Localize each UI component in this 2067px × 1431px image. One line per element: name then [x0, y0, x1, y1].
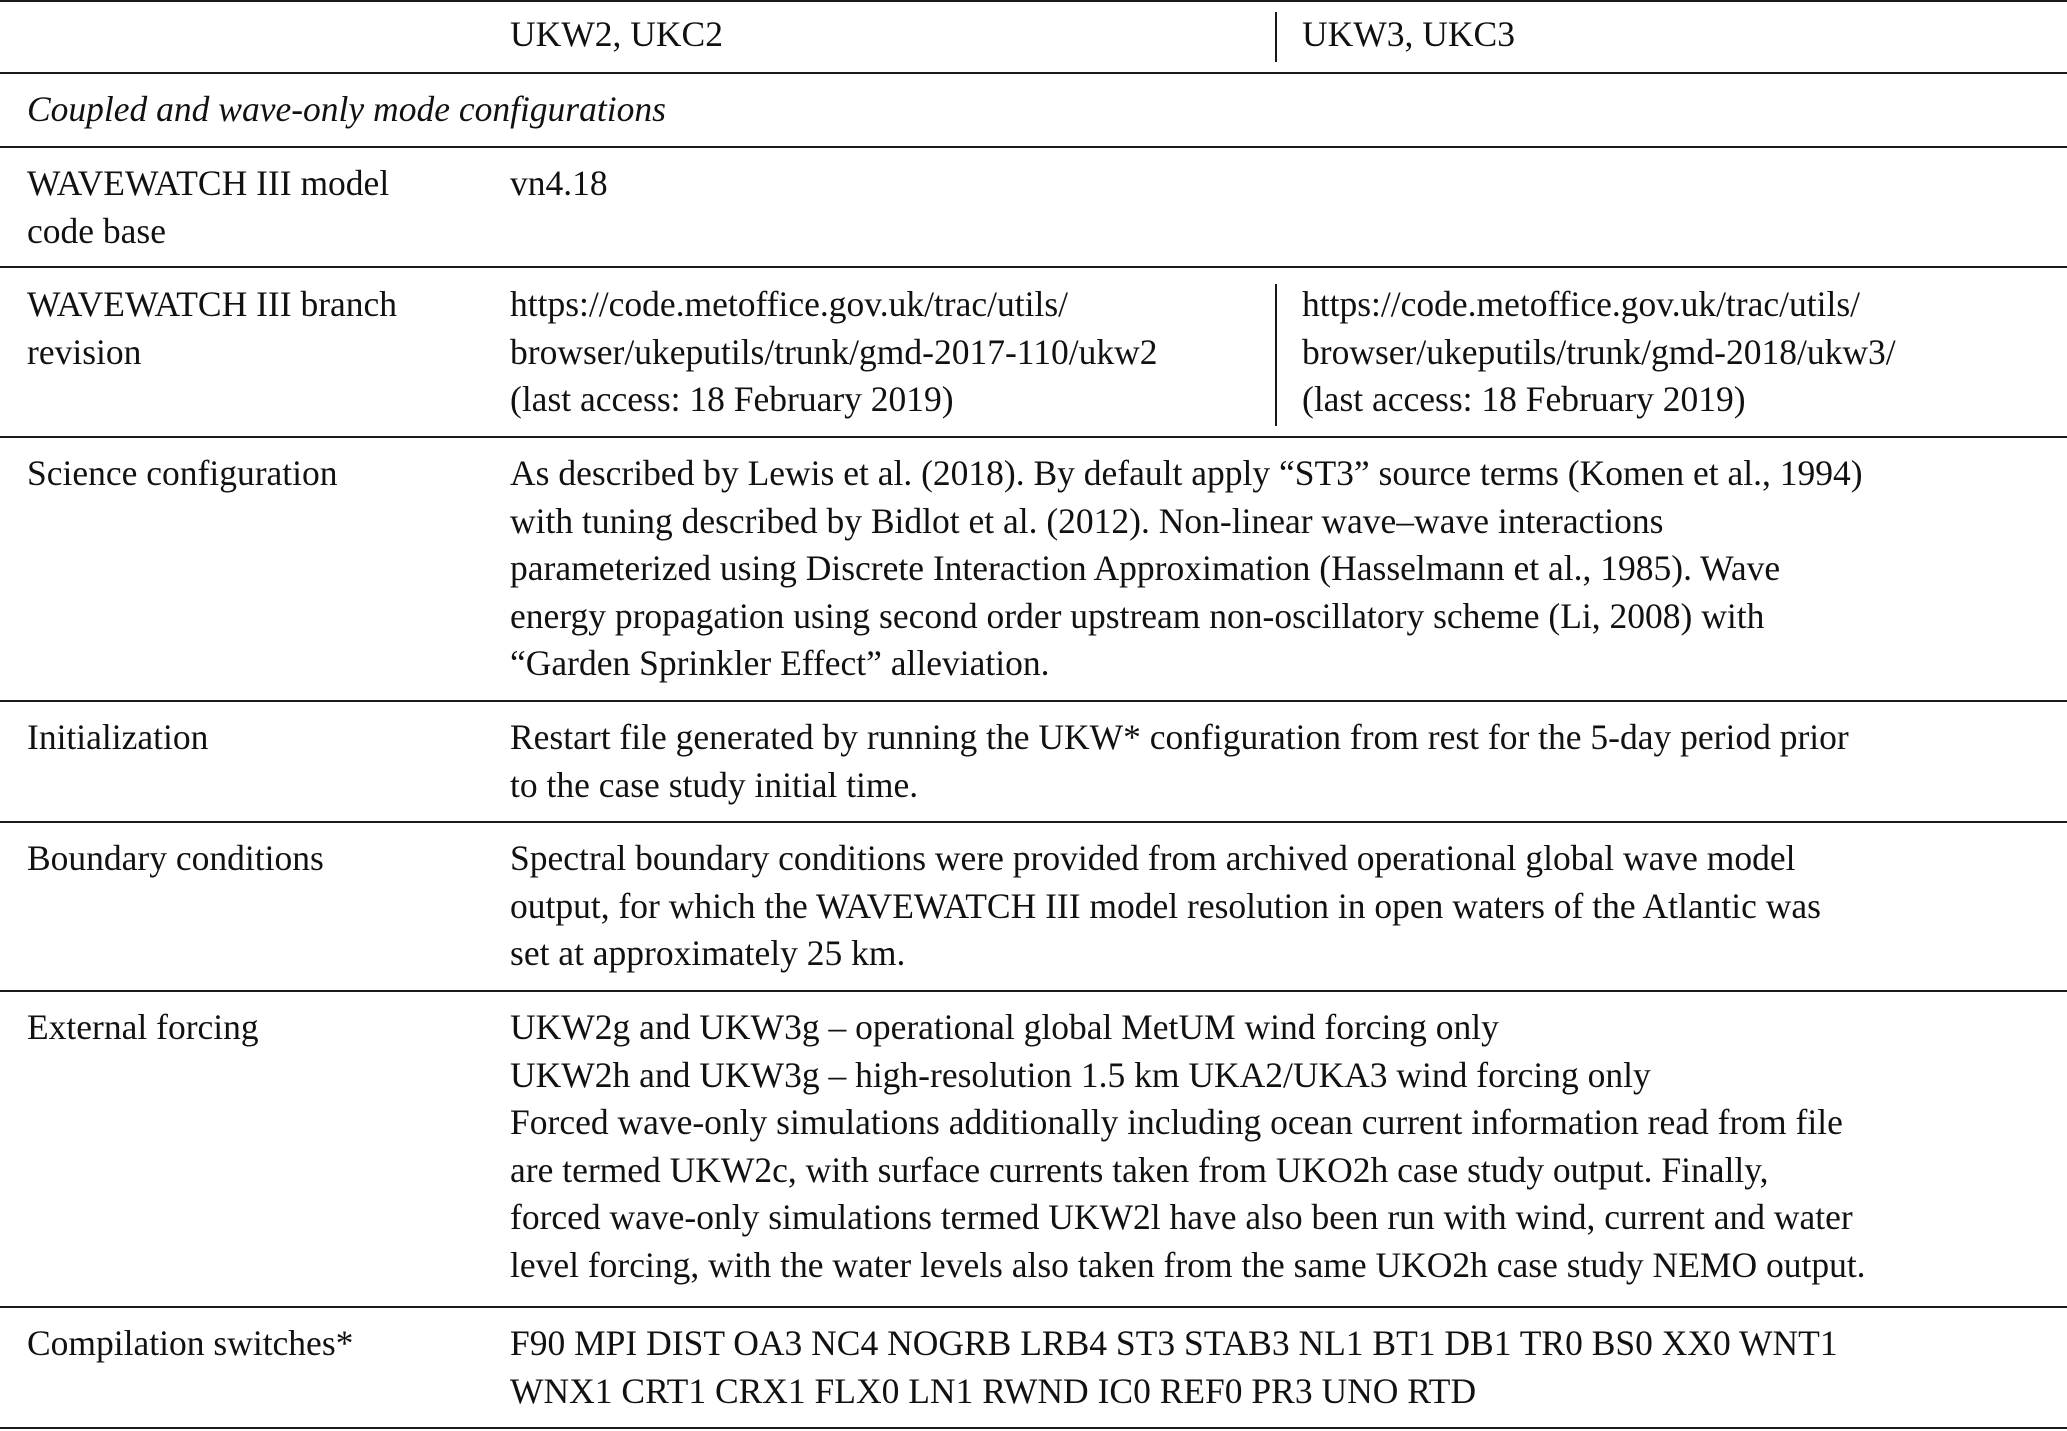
text-line: UKW2g and UKW3g – operational global MetUM wind forcing only — [510, 1007, 1499, 1047]
row-rule — [0, 700, 2067, 702]
text-line: to the case study initial time. — [510, 764, 919, 805]
text-line: set at approximately 25 km. — [510, 933, 906, 974]
row-label-compilation: Compilation switches* — [27, 1323, 354, 1363]
text-line: forced wave-only simulations termed UKW2l have also been run with wind, current and water — [510, 1197, 1853, 1238]
url-line: https://code.metoffice.gov.uk/trac/utils/ — [1302, 284, 1861, 324]
header-column-separator — [1275, 12, 1277, 62]
text-line: Restart file generated by running the UKW* configuration from rest for the 5-day period prior — [510, 717, 1849, 757]
text-line: UKW2h and UKW3g – high-resolution 1.5 km UKA2/UKA3 wind forcing only — [510, 1054, 1651, 1095]
row-value-compilation — [510, 1320, 1838, 1415]
text-line: Forced wave-only simulations additionally including ocean current information read from file — [510, 1102, 1843, 1143]
row-rule — [0, 266, 2067, 268]
text-line: parameterized using Discrete Interaction Approximation (Hasselmann et al., 1985). Wave — [510, 548, 1781, 589]
url-line: browser/ukeputils/trunk/gmd-2018/ukw3/ — [1302, 331, 1896, 372]
header-col-ukw2: UKW2, UKC2 — [510, 14, 723, 54]
url-line: browser/ukeputils/trunk/gmd-2017-110/ukw2 — [510, 331, 1158, 372]
row-value-initialization — [510, 714, 1849, 809]
row-label-code-base — [27, 160, 389, 255]
header-rule — [0, 72, 2067, 74]
access-line: (last access: 18 February 2019) — [1302, 379, 1746, 420]
label-line: WAVEWATCH III branch — [27, 284, 398, 324]
text-line: with tuning described by Bidlot et al. (2012). Non-linear wave–wave interactions — [510, 500, 1664, 541]
text-line: output, for which the WAVEWATCH III model resolution in open waters of the Atlantic was — [510, 885, 1821, 926]
table-bottom-rule — [0, 1427, 2067, 1429]
row-value-branch-ukw3 — [1302, 281, 1896, 424]
access-line: (last access: 18 February 2019) — [510, 379, 954, 420]
row-value-science — [510, 450, 1863, 688]
table-top-rule — [0, 0, 2067, 2]
row-label-external-forcing: External forcing — [27, 1007, 259, 1047]
row-value-branch-ukw2 — [510, 281, 1157, 424]
row-rule — [0, 990, 2067, 992]
text-line: are termed UKW2c, with surface currents taken from UKO2h case study output. Finally, — [510, 1149, 1769, 1190]
row-rule — [0, 1306, 2067, 1308]
row-label-initialization: Initialization — [27, 717, 209, 757]
text-line: F90 MPI DIST OA3 NC4 NOGRB LRB4 ST3 STAB3 NL1 BT1 DB1 TR0 BS0 XX0 WNT1 — [510, 1323, 1838, 1363]
row-rule — [0, 436, 2067, 438]
text-line: As described by Lewis et al. (2018). By default apply “ST3” source terms (Komen et al., 1994) — [510, 453, 1863, 493]
header-col-ukw3: UKW3, UKC3 — [1302, 14, 1515, 54]
row-value-code-base: vn4.18 — [510, 163, 608, 203]
label-line: revision — [27, 331, 142, 372]
label-line: code base — [27, 210, 166, 251]
row-rule — [0, 821, 2067, 823]
text-line: “Garden Sprinkler Effect” alleviation. — [510, 643, 1050, 684]
row-label-science: Science configuration — [27, 453, 338, 493]
section-rule — [0, 146, 2067, 148]
text-line: level forcing, with the water levels also taken from the same UKO2h case study NEMO output. — [510, 1244, 1866, 1285]
label-line: WAVEWATCH III model — [27, 163, 390, 203]
text-line: Spectral boundary conditions were provided from archived operational global wave model — [510, 838, 1796, 878]
text-line: WNX1 CRT1 CRX1 FLX0 LN1 RWND IC0 REF0 PR3 UNO RTD — [510, 1370, 1477, 1411]
section-heading: Coupled and wave-only mode configurations — [27, 89, 666, 129]
row-label-boundary: Boundary conditions — [27, 838, 324, 878]
row-label-branch-revision — [27, 281, 397, 376]
url-line: https://code.metoffice.gov.uk/trac/utils/ — [510, 284, 1069, 324]
branch-column-separator — [1275, 284, 1277, 426]
text-line: energy propagation using second order upstream non-oscillatory scheme (Li, 2008) with — [510, 595, 1765, 636]
row-value-boundary — [510, 835, 1821, 978]
row-value-external-forcing — [510, 1004, 1866, 1290]
